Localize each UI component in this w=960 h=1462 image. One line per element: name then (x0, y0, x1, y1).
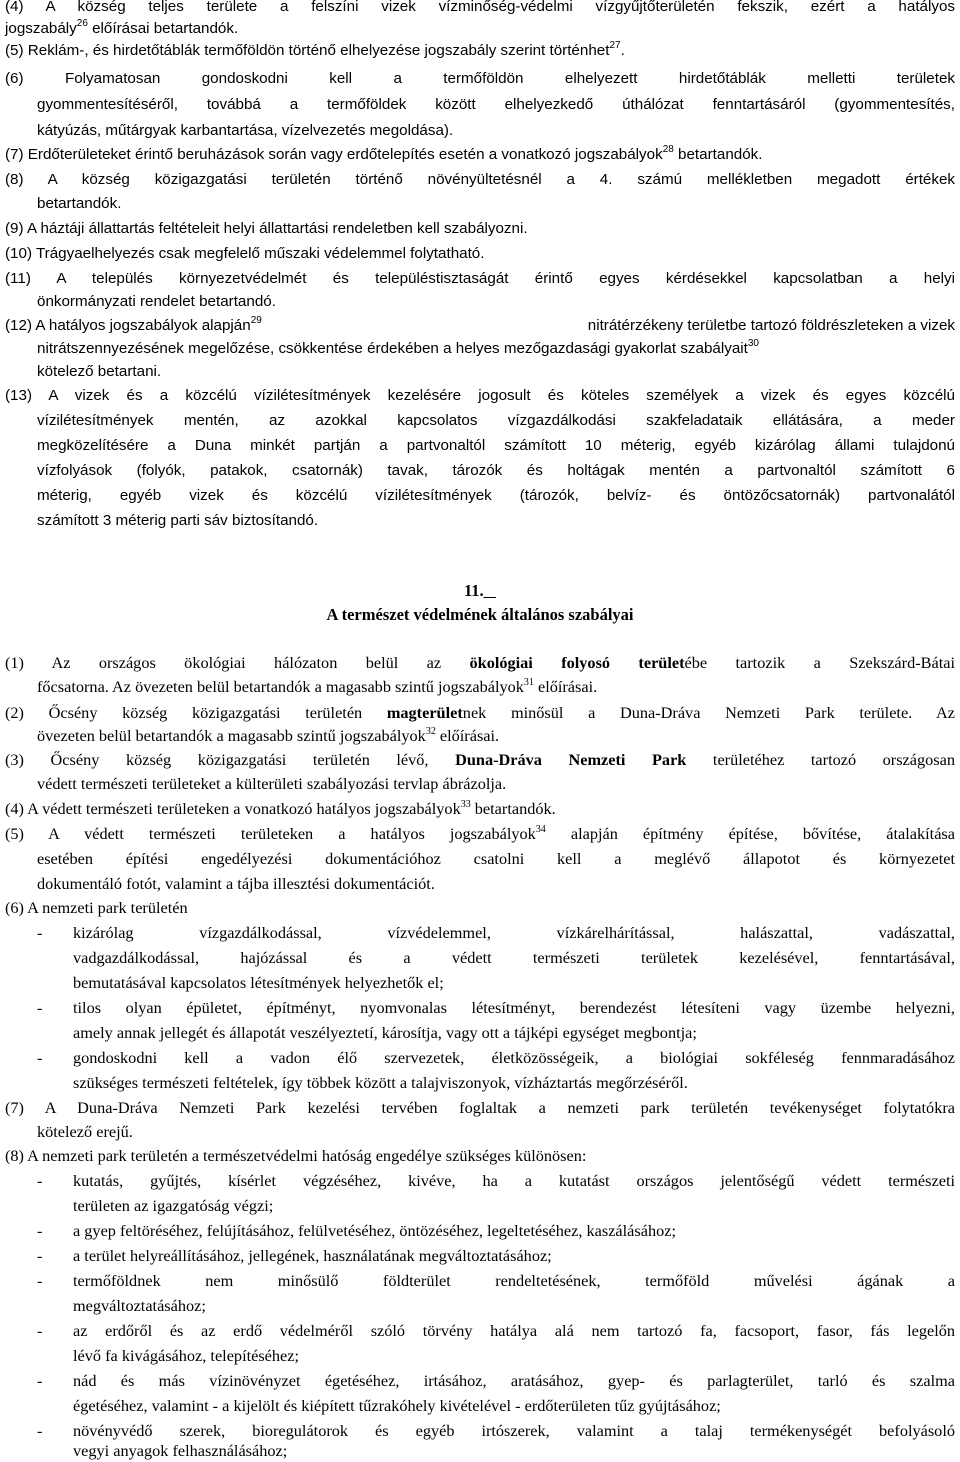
body-paragraph-3-line-2: védett természeti területeket a külterületi szabályozási tervlap ábrázolja. (37, 774, 507, 793)
paragraph-11-line-2: önkormányzati rendelet betartandó. (37, 293, 276, 310)
body-paragraph-6-item-1-line-2: vadgazdálkodással, hajózással és a védett természeti területek kezelésével, fenntartásával, (73, 948, 955, 967)
section-title: A természet védelmének általános szabályai (326, 605, 634, 624)
list-dash: - (37, 1048, 43, 1067)
body-paragraph-8-item-5-line-1: az erdőről és az erdő védelméről szóló törvény hatálya alá nem tartozó fa, facsoport, fasor, fás legelőn (73, 1321, 955, 1340)
list-dash: - (37, 998, 43, 1017)
body-paragraph-6-item-3-line-1: gondoskodni kell a vadon élő szervezetek, életközösségeik, a biológiai sokféleség fennmaradásához (73, 1048, 955, 1067)
paragraph-9: (9) A háztáji állattartás feltételeit helyi állattartási rendeletben kell szabályozni. (5, 220, 528, 237)
body-paragraph-7-line-2: kötelező erejű. (37, 1122, 133, 1141)
body-paragraph-7-line-1: (7) A Duna-Dráva Nemzeti Park kezelési tervében foglaltak a nemzeti park területén tevékenységet folytatókra (5, 1098, 955, 1117)
body-paragraph-2-line-2: övezeten belül betartandók a magasabb szintű jogszabályok$^{32}$ előírásai. (37, 726, 500, 745)
body-paragraph-5-line-3: dokumentáló fotót, valamint a tájba illesztési dokumentációt. (37, 874, 435, 893)
paragraph-6-line-3: kátyúzás, műtárgyak karbantartása, vízelvezetés megoldása). (37, 122, 454, 139)
paragraph-4-line-1: (4) A község teljes területe a felszíni vizek vízminőség-védelmi vízgyűjtőterületén fekszik, ezért a hatályos (5, 0, 955, 15)
paragraph-13-line-4: vízfolyások (folyók, patakok, csatornák) tavak, tározók és holtágak mentén a partvonaltól számított 6 (37, 462, 955, 479)
body-paragraph-1-line-1: (1) Az országos ökológiai hálózaton belül az ökológiai folyosó területébe tartozik a Szekszárd-Bátai (5, 653, 955, 672)
paragraph-7: (7) Erdőterületeket érintő beruházások során vagy erdőtelepítés esetén a vonatkozó jogszabályok$^{28}$ betartandók. (5, 144, 763, 163)
body-paragraph-6-item-3-line-2: szükséges természeti feltételek, így többek között a talajviszonyok, vízháztartás megőrzéséről. (73, 1073, 688, 1092)
paragraph-13-line-1: (13) A vizek és a közcélú vízilétesítmények kezelésére jogosult és köteles személyek a vizek és egyes közcélú (5, 387, 955, 404)
body-paragraph-3-line-1: (3) Őcsény község közigazgatási területén lévő, Duna-Dráva Nemzeti Park területéhez tartozó országosan (5, 750, 955, 769)
body-paragraph-1-line-2: főcsatorna. Az övezeten belül betartandók a magasabb szintű jogszabályok$^{31}$ előírásai. (37, 677, 598, 696)
paragraph-12-line-2: nitrátszennyezésének megelőzése, csökkentése érdekében a helyes mezőgazdasági gyakorlat szabályait$^{30}$ (37, 338, 759, 357)
paragraph-8-line-2: betartandók. (37, 195, 122, 212)
body-paragraph-6-head: (6) A nemzeti park területén (5, 898, 188, 917)
body-paragraph-6-item-1-line-1: kizárólag vízgazdálkodással, vízvédelemmel, vízkárelhárítással, halászattal, vadászattal, (73, 923, 955, 942)
paragraph-12-line-1: (12) A hatályos jogszabályok alapján$^{29}$ nitrátérzékeny területbe tartozó földrészleteken a vizek (5, 315, 955, 334)
list-dash: - (37, 1421, 43, 1440)
body-paragraph-8-item-4-line-1: termőföldnek nem minősülő földterület rendeltetésének, termőföld művelési ágának a (73, 1271, 955, 1290)
list-dash: - (37, 1221, 43, 1240)
list-dash: - (37, 1321, 43, 1340)
list-dash: - (37, 1271, 43, 1290)
body-paragraph-5-line-2: esetében építési engedélyezési dokumentációhoz csatolni kell a meglévő állapotot és környezetet (37, 849, 955, 868)
list-dash: - (37, 1246, 43, 1265)
body-paragraph-4: (4) A védett természeti területeken a vonatkozó hatályos jogszabályok$^{33}$ betartandók. (5, 799, 556, 818)
paragraph-6-line-1: (6) Folyamatosan gondoskodni kell a termőföldön elhelyezett hirdetőtáblák melletti területek (5, 70, 955, 87)
paragraph-8-line-1: (8) A község közigazgatási területén történő növényültetésnél a 4. számú mellékletben megadott értékek (5, 171, 955, 188)
body-paragraph-6-item-2-line-2: amely annak jellegét és állapotát veszélyeztetí, károsítja, vagy ott a tájképi egységet megbontja; (73, 1023, 697, 1042)
body-paragraph-8-head: (8) A nemzeti park területén a természetvédelmi hatóság engedélye szükséges különösen: (5, 1146, 587, 1165)
body-paragraph-8-item-3: a terület helyreállításához, jellegének, használatának megváltoztatásához; (73, 1246, 552, 1265)
body-paragraph-6-item-2-line-1: tilos olyan épületet, építményt, nyomvonalas létesítményt, berendezést létesíteni vagy üzembe helyezni, (73, 998, 955, 1017)
body-paragraph-8-item-5-line-2: lévő fa kivágásához, telepítéséhez; (73, 1346, 300, 1365)
paragraph-13-line-3: megközelítésére a Duna minkét partján a partvonaltól számított 10 méterig, egyéb kizárólag állami tulajdonú (37, 437, 955, 454)
body-paragraph-8-item-1-line-1: kutatás, gyűjtés, kísérlet végzéséhez, kivéve, ha a kutatást országos jelentőségű védett természeti (73, 1171, 955, 1190)
body-paragraph-5-line-1: (5) A védett természeti területeken a hatályos jogszabályok$^{34}$ alapján építmény építése, bővítése, átalakítása (5, 824, 955, 843)
body-paragraph-2-line-1: (2) Őcsény község közigazgatási területén magterületnek minősül a Duna-Dráva Nemzeti Park területe. Az (5, 703, 955, 722)
paragraph-13-line-6: számított 3 méterig parti sáv biztosítandó. (37, 512, 319, 529)
body-paragraph-8-item-7-line-1: növényvédő szerek, bioregulátorok és egyéb irtószerek, valamint a talaj termékenységét befolyásoló (73, 1421, 955, 1440)
paragraph-13-line-5: méterig, egyéb vizek és közcélú vízilétesítmények (tározók, belvíz- és öntözőcsatornák) partvonalától (37, 487, 955, 504)
paragraph-10: (10) Trágyaelhelyezés csak megfelelő műszaki védelemmel folytatható. (5, 245, 485, 262)
body-paragraph-8-item-1-line-2: területen az igazgatóság végzi; (73, 1196, 274, 1215)
list-dash: - (37, 1171, 43, 1190)
paragraph-12-line-3: kötelező betartani. (37, 363, 162, 380)
body-paragraph-8-item-4-line-2: megváltoztatásához; (73, 1296, 206, 1315)
list-dash: - (37, 923, 43, 942)
body-paragraph-8-item-6-line-2: égetéséhez, valamint - a kijelölt és kiépített tűzrakóhely kivételével - erdőterületen tűz gyújtásához; (73, 1396, 721, 1415)
paragraph-13-line-2: vízilétesítmények mentén, az azokkal kapcsolatos vízgazdálkodási szakfeladataik ellátására, a meder (37, 412, 955, 429)
paragraph-5: (5) Reklám-, és hirdetőtáblák termőföldön történő elhelyezése jogszabály szerint történhet$^{27}$. (5, 40, 625, 59)
body-paragraph-6-item-1-line-3: bemutatásával kapcsolatos létesítmények helyezhetők el; (73, 973, 444, 992)
list-dash: - (37, 1371, 43, 1390)
body-paragraph-8-item-6-line-1: nád és más vízinövényzet égetéséhez, irtásához, aratásához, gyep- és parlagterület, tarló és szalma (73, 1371, 955, 1390)
paragraph-4-line-2: jogszabály$^{26}$ előírásai betartandók. (5, 18, 239, 37)
paragraph-6-line-2: gyommentesítéséről, továbbá a termőföldek között elhelyezkedő úthálózat fenntartásáról (gyommentesítés, (37, 96, 955, 113)
body-paragraph-8-item-7-line-2: vegyi anyagok felhasználásához; (73, 1441, 288, 1460)
body-paragraph-8-item-2: a gyep feltöréséhez, felújításához, felülvetéséhez, öntözéséhez, legeltetéséhez, kaszálásához; (73, 1221, 676, 1240)
section-number: 11. (463, 581, 484, 600)
paragraph-11-line-1: (11) A település környezetvédelmét és településtisztaságát érintő egyes kérdésekkel kapcsolatban a helyi (5, 270, 955, 287)
